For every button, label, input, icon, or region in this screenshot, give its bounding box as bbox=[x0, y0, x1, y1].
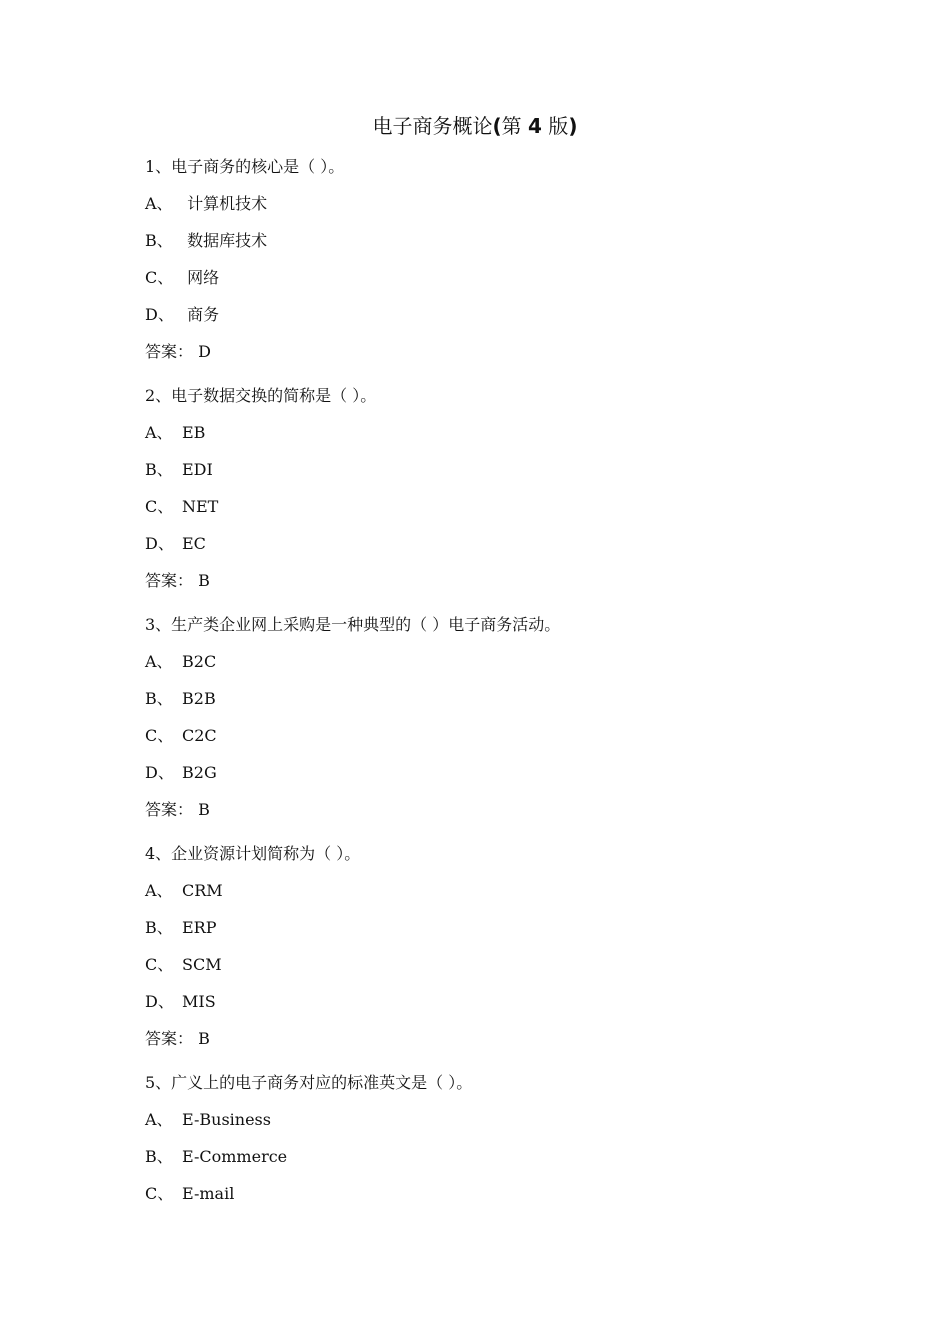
option-letter: A、 bbox=[145, 423, 173, 442]
title-paren-open: ( bbox=[492, 114, 502, 138]
option-letter: D、 bbox=[145, 763, 174, 782]
option-letter: D、 bbox=[145, 992, 174, 1011]
question-block bbox=[145, 612, 865, 841]
answer-option bbox=[145, 494, 865, 531]
answer-option bbox=[145, 265, 865, 302]
option-text: NET bbox=[182, 497, 219, 516]
option-text: C2C bbox=[182, 726, 217, 745]
title-text-pre: 电子商务概论 bbox=[372, 114, 493, 138]
option-text: EDI bbox=[182, 460, 213, 479]
answer-option bbox=[145, 228, 865, 265]
option-text: B2B bbox=[182, 689, 216, 708]
answer-option bbox=[145, 760, 865, 797]
option-letter: A、 bbox=[145, 652, 173, 671]
option-text: E-Business bbox=[182, 1110, 271, 1129]
option-letter: C、 bbox=[145, 726, 174, 745]
option-text: EC bbox=[182, 534, 206, 553]
option-letter: A、 bbox=[145, 1110, 173, 1129]
option-letter: B、 bbox=[145, 460, 173, 479]
question-stem: 3、生产类企业网上采购是一种典型的（ ）电子商务活动。 bbox=[145, 615, 561, 634]
option-letter: C、 bbox=[145, 955, 174, 974]
answer-option bbox=[145, 878, 865, 915]
title-paren-close: ) bbox=[568, 114, 578, 138]
option-text: 网络 bbox=[182, 268, 220, 287]
option-text: B2C bbox=[182, 652, 217, 671]
title-text-mid: 第 bbox=[501, 114, 522, 138]
option-text: E-mail bbox=[182, 1184, 235, 1203]
answer-option bbox=[145, 457, 865, 494]
option-letter: B、 bbox=[145, 1147, 173, 1166]
option-text: E-Commerce bbox=[182, 1147, 288, 1166]
option-text: 商务 bbox=[182, 305, 220, 324]
question-block bbox=[145, 841, 865, 1070]
answer-key: 答案： B bbox=[145, 571, 210, 590]
question-stem: 5、广义上的电子商务对应的标准英文是（ ）。 bbox=[145, 1073, 473, 1092]
answer-key: 答案： D bbox=[145, 342, 211, 361]
question-stem: 4、企业资源计划简称为（ ）。 bbox=[145, 844, 361, 863]
option-text: SCM bbox=[182, 955, 222, 974]
question-block bbox=[145, 1070, 865, 1218]
option-text: EB bbox=[182, 423, 206, 442]
question-block bbox=[145, 383, 865, 612]
option-text: 数据库技术 bbox=[182, 231, 268, 250]
answer-option bbox=[145, 420, 865, 457]
question-list bbox=[145, 154, 865, 1218]
option-letter: B、 bbox=[145, 231, 173, 250]
option-letter: A、 bbox=[145, 881, 173, 900]
option-text: B2G bbox=[182, 763, 217, 782]
option-letter: C、 bbox=[145, 268, 174, 287]
answer-option bbox=[145, 1144, 865, 1181]
answer-option bbox=[145, 915, 865, 952]
option-text: 计算机技术 bbox=[182, 194, 268, 213]
option-letter: D、 bbox=[145, 534, 174, 553]
title-text-post: 版 bbox=[548, 114, 569, 138]
option-text: ERP bbox=[182, 918, 217, 937]
question-stem: 2、电子数据交换的简称是（ ）。 bbox=[145, 386, 377, 405]
answer-option bbox=[145, 531, 865, 568]
option-letter: A、 bbox=[145, 194, 173, 213]
question-block bbox=[145, 154, 865, 383]
answer-option bbox=[145, 1107, 865, 1144]
answer-option bbox=[145, 649, 865, 686]
answer-option bbox=[145, 989, 865, 1026]
option-text: CRM bbox=[182, 881, 223, 900]
answer-option bbox=[145, 191, 865, 228]
answer-option bbox=[145, 952, 865, 989]
option-letter: D、 bbox=[145, 305, 174, 324]
document-title bbox=[0, 112, 950, 140]
answer-option bbox=[145, 1181, 865, 1218]
option-text: MIS bbox=[182, 992, 216, 1011]
title-edition-number: 4 bbox=[528, 114, 542, 138]
answer-option bbox=[145, 686, 865, 723]
answer-key: 答案： B bbox=[145, 1029, 210, 1048]
answer-option bbox=[145, 723, 865, 760]
answer-option bbox=[145, 302, 865, 339]
answer-key: 答案： B bbox=[145, 800, 210, 819]
option-letter: B、 bbox=[145, 918, 173, 937]
option-letter: C、 bbox=[145, 497, 174, 516]
option-letter: B、 bbox=[145, 689, 173, 708]
question-stem: 1、电子商务的核心是（ ）。 bbox=[145, 157, 345, 176]
option-letter: C、 bbox=[145, 1184, 174, 1203]
